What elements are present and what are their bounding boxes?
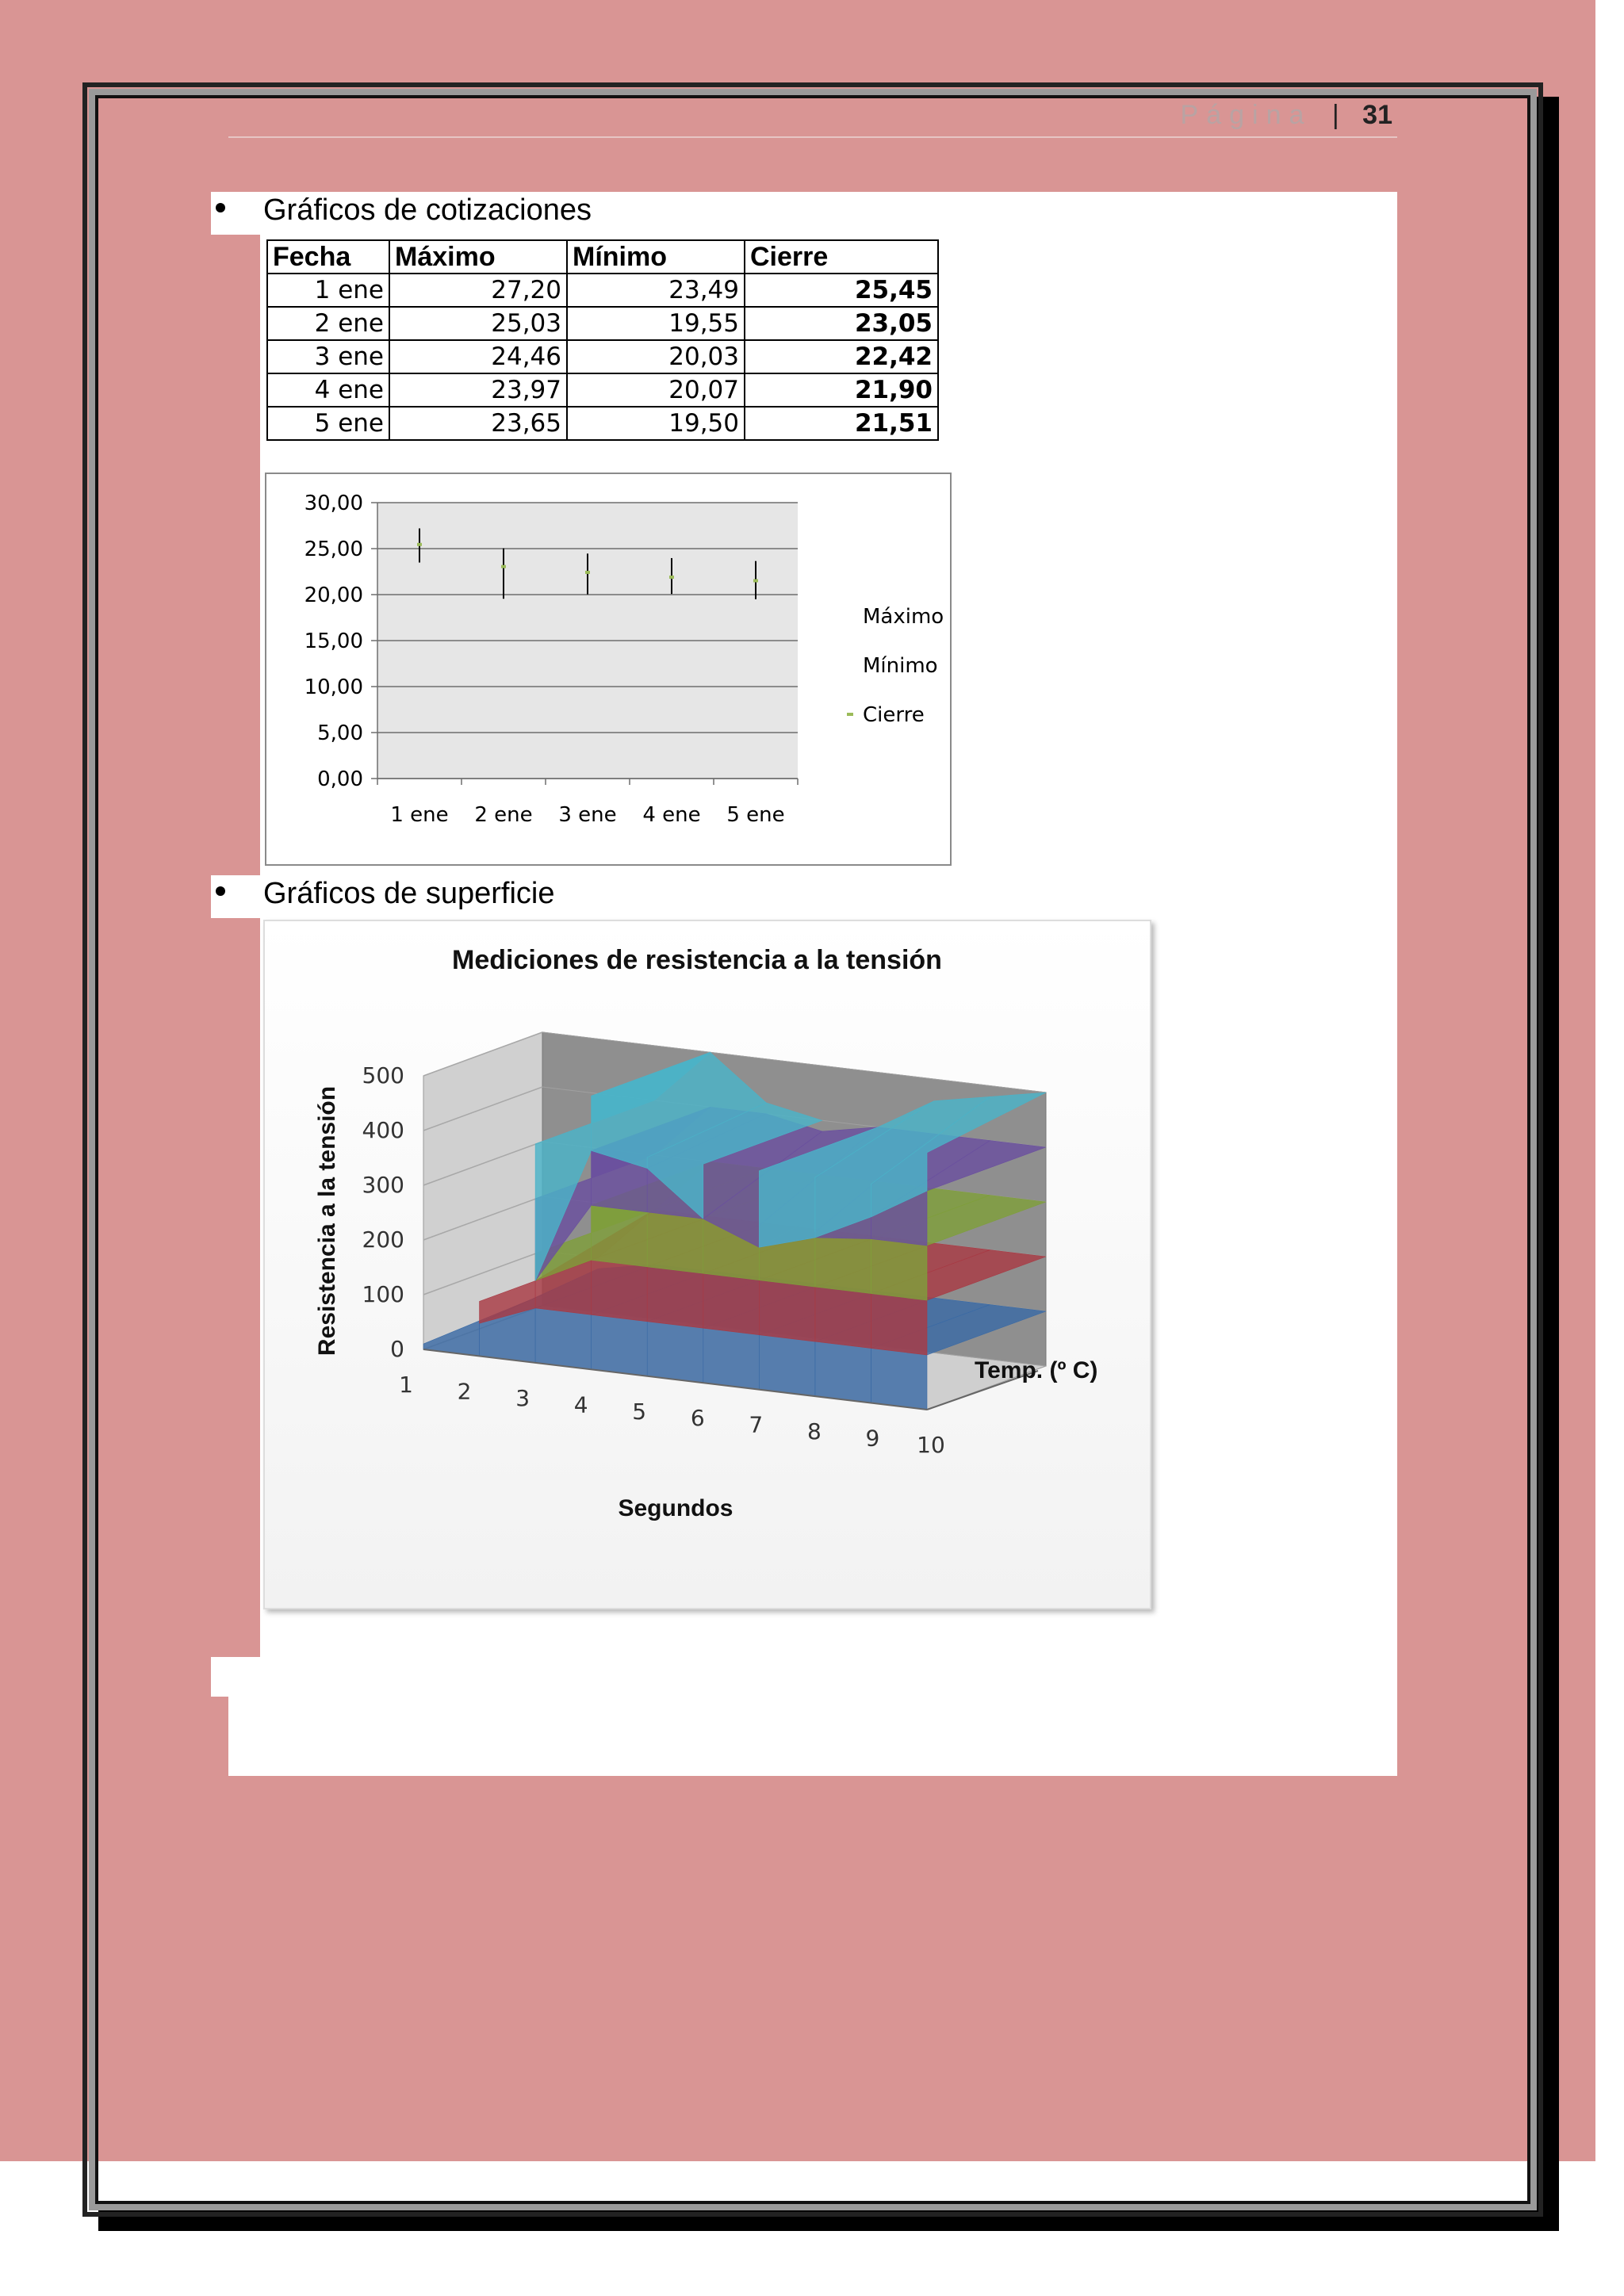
x-tick-label: 7 xyxy=(749,1411,764,1438)
table-cell: 20,03 xyxy=(567,340,745,373)
table-cell: 20,07 xyxy=(567,373,745,407)
legend-entry: Cierre xyxy=(863,703,925,727)
close-marker xyxy=(753,579,758,582)
stock-chart-svg xyxy=(266,474,950,864)
bullet-row-bg xyxy=(228,875,260,918)
legend-entry: Máximo xyxy=(863,605,944,629)
close-marker xyxy=(501,565,506,568)
table-cell: 19,55 xyxy=(567,307,745,340)
table-cell: 2 ene xyxy=(267,307,389,340)
page-header xyxy=(228,95,1397,138)
table-cell: 5 ene xyxy=(267,407,389,440)
page-number-label xyxy=(1181,100,1392,131)
y-tick-label: 0 xyxy=(390,1336,404,1362)
surface-chart xyxy=(263,920,1151,1609)
y-tick-label: 300 xyxy=(362,1172,404,1198)
legend-marker xyxy=(847,713,853,716)
y-tick-label: 25,00 xyxy=(304,538,363,561)
y-tick-label: 10,00 xyxy=(304,675,363,699)
x-tick-label: 5 ene xyxy=(726,803,785,827)
page-label: Página xyxy=(1180,100,1312,130)
y-tick-label: 20,00 xyxy=(304,584,363,607)
table-cell: 27,20 xyxy=(389,274,567,307)
table-row xyxy=(267,274,938,307)
bullet-row-bg xyxy=(211,875,228,918)
bullet-icon xyxy=(216,203,225,212)
y-tick-label: 500 xyxy=(362,1062,404,1089)
table-cell: 25,45 xyxy=(745,274,938,307)
y-axis-label: Resistencia a la tensión xyxy=(314,1085,340,1357)
table-cell: 19,50 xyxy=(567,407,745,440)
y-tick-label: 100 xyxy=(362,1281,404,1307)
x-tick-label: 8 xyxy=(806,1418,822,1445)
column-header: Fecha xyxy=(267,240,389,274)
x-tick-label: 6 xyxy=(690,1405,705,1432)
table-cell: 21,90 xyxy=(745,373,938,407)
z-axis-label: Temp. (º C) xyxy=(975,1357,1098,1383)
x-tick-label: 1 xyxy=(399,1372,413,1398)
table-cell: 23,49 xyxy=(567,274,745,307)
y-tick-label: 5,00 xyxy=(317,721,363,745)
table-row xyxy=(267,407,938,440)
x-axis-label: Segundos xyxy=(618,1495,733,1521)
y-tick-label: 15,00 xyxy=(304,629,363,653)
bullet-row-bg xyxy=(228,192,260,235)
column-header: Máximo xyxy=(389,240,567,274)
y-tick-label: 0,00 xyxy=(317,767,363,791)
legend-entry: Mínimo xyxy=(863,654,938,678)
table-header-row xyxy=(267,240,938,274)
table-cell: 23,97 xyxy=(389,373,567,407)
table-cell: 23,65 xyxy=(389,407,567,440)
close-marker xyxy=(585,571,590,574)
x-tick-label: 3 xyxy=(515,1384,530,1411)
x-tick-label: 4 xyxy=(573,1391,588,1418)
chart-title: Mediciones de resistencia a la tensión xyxy=(452,945,942,975)
x-tick-label: 2 xyxy=(457,1378,472,1405)
table-cell: 23,05 xyxy=(745,307,938,340)
x-tick-label: 1 ene xyxy=(390,803,449,827)
table-row xyxy=(267,340,938,373)
close-marker xyxy=(417,543,422,546)
bullet-item xyxy=(263,877,555,911)
y-tick-label: 30,00 xyxy=(304,492,363,515)
content-bottom-bg xyxy=(211,1657,260,1697)
table-row xyxy=(267,373,938,407)
page-number: 31 xyxy=(1362,100,1392,130)
quotes-table xyxy=(266,239,939,441)
table-cell: 4 ene xyxy=(267,373,389,407)
left-margin xyxy=(228,192,260,1657)
y-tick-label: 200 xyxy=(362,1226,404,1253)
page-separator: | xyxy=(1331,100,1339,130)
page-content xyxy=(228,192,1397,1776)
x-tick-label: 3 ene xyxy=(558,803,617,827)
table-cell: 3 ene xyxy=(267,340,389,373)
page-bottom-strip xyxy=(98,2161,1527,2201)
x-tick-label: 10 xyxy=(917,1432,945,1458)
section-title: Gráficos de cotizaciones xyxy=(263,193,592,227)
table-cell: 24,46 xyxy=(389,340,567,373)
stock-chart xyxy=(265,473,952,866)
x-tick-label: 5 xyxy=(632,1398,647,1425)
close-marker xyxy=(669,576,674,579)
y-tick-label: 400 xyxy=(362,1117,404,1143)
surface-chart-svg xyxy=(265,921,1150,1608)
bullet-icon xyxy=(216,886,225,896)
x-tick-label: 4 ene xyxy=(642,803,701,827)
bullet-row-bg xyxy=(211,192,228,235)
table-cell: 22,42 xyxy=(745,340,938,373)
column-header: Cierre xyxy=(745,240,938,274)
table-cell: 25,03 xyxy=(389,307,567,340)
bullet-item xyxy=(263,193,592,228)
table-cell: 1 ene xyxy=(267,274,389,307)
column-header: Mínimo xyxy=(567,240,745,274)
table-row xyxy=(267,307,938,340)
table-cell: 21,51 xyxy=(745,407,938,440)
x-tick-label: 9 xyxy=(865,1425,880,1452)
section-title: Gráficos de superficie xyxy=(263,877,555,910)
x-tick-label: 2 ene xyxy=(474,803,533,827)
